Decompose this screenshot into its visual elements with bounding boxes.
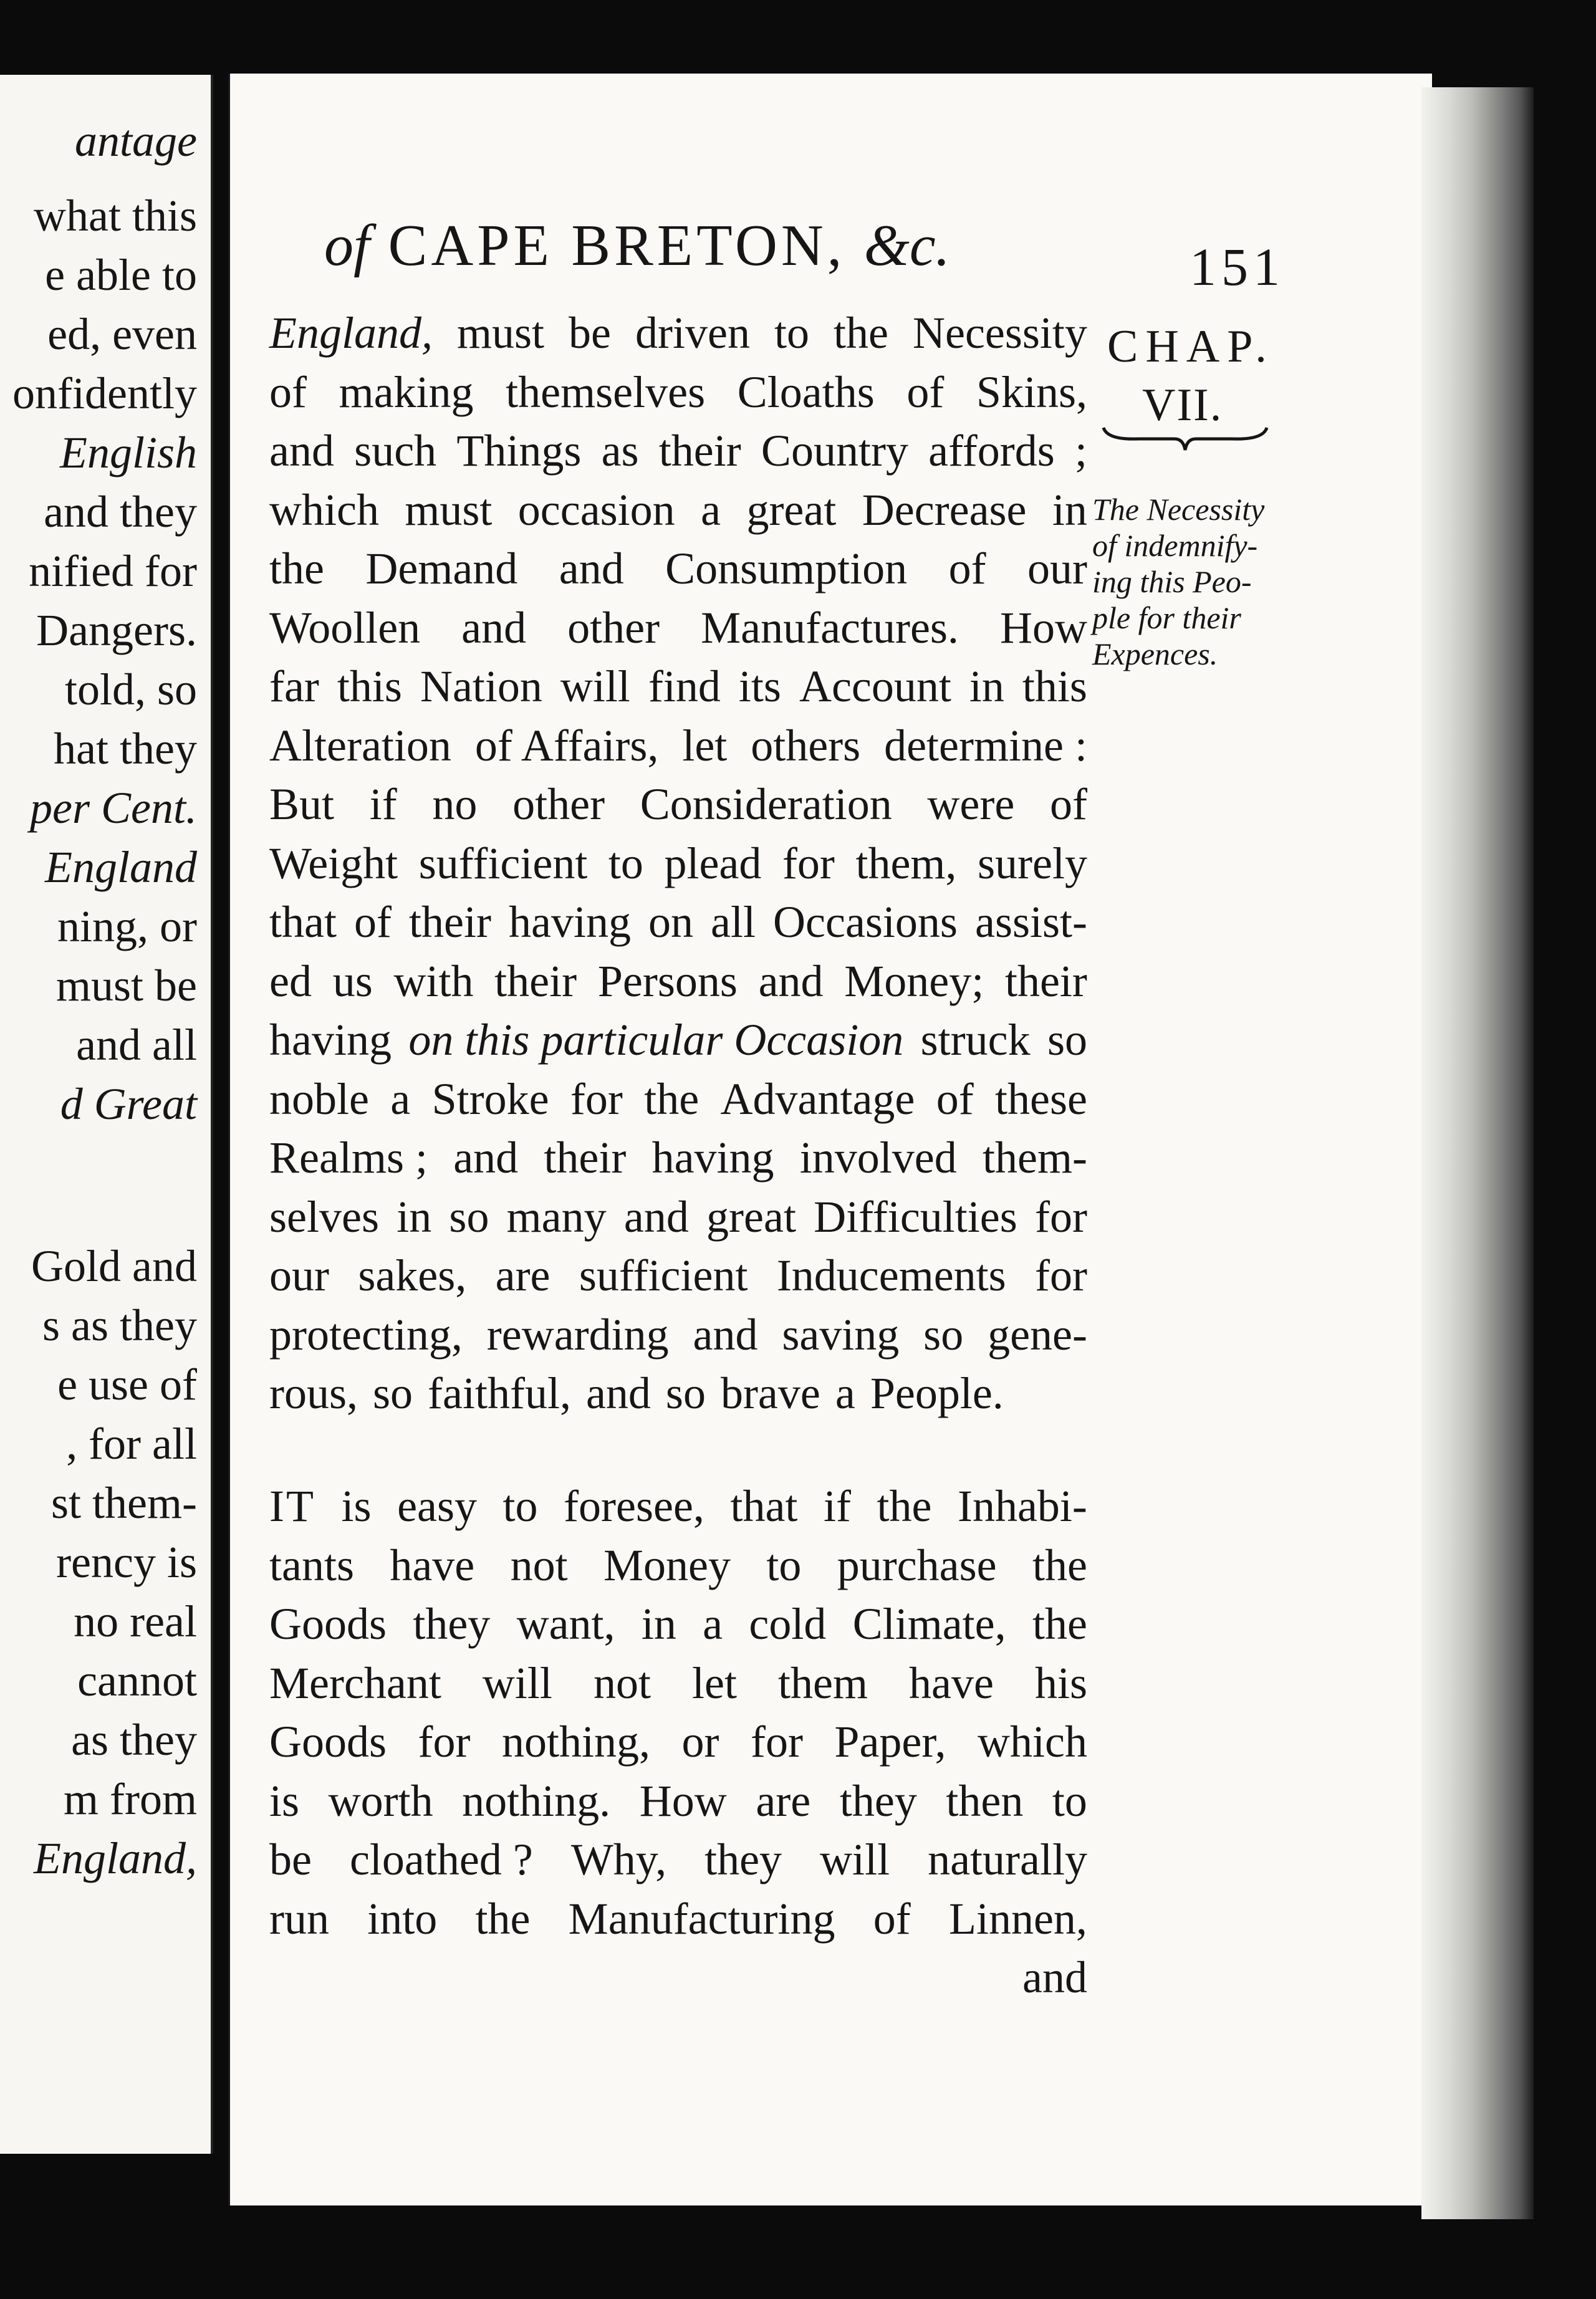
word: no — [432, 779, 478, 829]
word: naturally — [928, 1835, 1087, 1884]
left-page-line: told, so — [64, 665, 197, 714]
word: Advantage — [720, 1073, 915, 1124]
word: with — [393, 956, 474, 1006]
word: cold — [749, 1599, 827, 1649]
marginal-note-line: ing this Peo- — [1092, 564, 1252, 599]
word: nothing. — [462, 1775, 611, 1826]
word: and — [758, 956, 824, 1006]
word: But — [269, 779, 335, 829]
word: driven — [635, 308, 750, 358]
word: and — [585, 1368, 651, 1418]
text-line — [269, 1775, 1087, 1826]
word: having — [651, 1133, 774, 1183]
text-line — [269, 1481, 1087, 1531]
word: not — [593, 1658, 651, 1708]
text-line — [269, 779, 1087, 829]
word: on this particular Occasion — [408, 1015, 904, 1065]
word: must — [405, 484, 493, 535]
word: Paper, — [834, 1717, 946, 1767]
word: their — [494, 956, 577, 1006]
left-page-line: and they — [44, 487, 197, 537]
catchword — [269, 1952, 1087, 2002]
word: How — [999, 602, 1087, 653]
word: Cloaths — [737, 367, 875, 417]
left-page-line: as they — [71, 1715, 197, 1765]
word: having — [269, 1015, 392, 1065]
word: that — [269, 897, 337, 947]
text-line — [269, 1073, 1087, 1124]
word: as — [601, 426, 639, 476]
left-page-line: e use of — [57, 1360, 197, 1409]
word: the — [269, 544, 324, 593]
word: for — [1035, 1250, 1087, 1300]
word: to — [766, 1540, 802, 1590]
word: of — [354, 897, 392, 947]
word: Climate, — [852, 1599, 1006, 1649]
word: were — [927, 779, 1015, 829]
word: plead — [664, 838, 762, 888]
word: them- — [983, 1133, 1087, 1183]
word: if — [369, 779, 397, 829]
text-line — [269, 546, 1087, 591]
word: find — [648, 661, 721, 711]
word: run — [269, 1893, 329, 1944]
word: a — [835, 1368, 855, 1418]
word: have — [390, 1540, 475, 1590]
word: occasion — [517, 484, 675, 535]
word: tants — [269, 1540, 354, 1590]
text-line — [269, 1893, 1087, 1944]
text-line — [269, 1309, 1087, 1360]
word: the — [834, 308, 888, 358]
word: Woollen — [269, 602, 421, 653]
text-line — [269, 367, 1087, 417]
word: its — [738, 661, 781, 711]
word: of — [948, 544, 986, 593]
word: Why, — [570, 1835, 667, 1884]
word: others — [751, 720, 861, 770]
word: many — [506, 1191, 607, 1242]
word: Goods — [269, 1599, 387, 1649]
word: let — [682, 720, 728, 770]
left-page-line: per Cent. — [30, 783, 197, 833]
word: and — [461, 602, 527, 653]
text-line — [269, 426, 1087, 476]
word: for — [782, 838, 835, 888]
word: nothing, — [501, 1717, 650, 1767]
word: other — [567, 602, 660, 653]
running-head — [324, 212, 950, 279]
left-page-line: s as they — [42, 1300, 197, 1350]
word: How — [639, 1775, 727, 1826]
word: easy — [397, 1481, 477, 1531]
text-line — [269, 1599, 1087, 1649]
word: let — [692, 1658, 737, 1708]
word: Demand — [365, 544, 518, 593]
left-page-line: England — [45, 842, 197, 892]
word: his — [1034, 1658, 1087, 1708]
word: Money — [603, 1540, 731, 1590]
word: to — [1052, 1775, 1087, 1826]
word: themselves — [506, 367, 706, 417]
word: Money; — [844, 956, 984, 1006]
word: far — [269, 661, 319, 711]
word: on — [648, 897, 693, 947]
left-page-line: ed, even — [47, 309, 197, 359]
word: great — [706, 1191, 796, 1242]
left-page-line: st them- — [51, 1478, 197, 1528]
word: Skins, — [976, 367, 1087, 417]
word: the — [475, 1893, 531, 1944]
word: in — [397, 1191, 432, 1242]
text-line — [269, 308, 1087, 358]
word: or — [681, 1717, 719, 1767]
word: so — [1047, 1015, 1087, 1065]
running-head-suffix: &c. — [863, 213, 951, 278]
word: ed — [269, 956, 312, 1006]
word: their — [658, 426, 741, 476]
word: Merchant — [269, 1658, 441, 1708]
word: foresee, — [564, 1481, 704, 1531]
word: our — [1027, 544, 1087, 593]
word: brave — [720, 1368, 820, 1418]
text-line — [269, 1191, 1087, 1242]
word: of Affairs, — [474, 720, 659, 770]
page-edges — [1421, 87, 1534, 2219]
word: are — [756, 1775, 811, 1826]
word: cloathed ? — [349, 1835, 533, 1884]
word: sufficient — [579, 1250, 748, 1300]
word: Consumption — [665, 544, 908, 593]
word: assist- — [974, 897, 1087, 947]
left-page-line: cannot — [77, 1656, 197, 1706]
left-page-line: , for all — [66, 1419, 197, 1469]
word: Inducements — [776, 1250, 1006, 1300]
brace-ornament — [1101, 424, 1269, 454]
word: a — [390, 1073, 411, 1124]
word: surely — [978, 838, 1087, 888]
word: Inhabi- — [957, 1481, 1087, 1531]
word: Realms ; — [269, 1133, 428, 1183]
word: a — [701, 484, 721, 535]
text-line — [269, 484, 1087, 535]
word: must — [457, 308, 545, 358]
word: be — [269, 1835, 312, 1884]
chapter-label: CHAP. — [1107, 321, 1274, 372]
word: the — [1032, 1540, 1087, 1590]
word: purchase — [837, 1540, 997, 1590]
word: for — [750, 1717, 803, 1767]
word: Necessity — [913, 308, 1087, 358]
left-page — [0, 75, 213, 2154]
word: and — [453, 1133, 519, 1183]
left-page-line: must be — [56, 961, 197, 1010]
text-line — [269, 1368, 1087, 1418]
word: a — [703, 1599, 723, 1649]
marginal-note-line: The Necessity — [1092, 492, 1265, 527]
word: our — [269, 1250, 329, 1300]
word: such — [354, 426, 437, 476]
word: ; — [1074, 426, 1087, 476]
word: of — [1050, 779, 1087, 829]
word: so — [449, 1191, 489, 1242]
left-page-line: nified for — [29, 546, 197, 596]
word: Consideration — [640, 779, 892, 829]
word: these — [995, 1073, 1087, 1124]
word: Nation — [420, 661, 542, 711]
word: to — [502, 1481, 538, 1531]
word: this — [1022, 661, 1087, 711]
word: saving — [782, 1309, 900, 1360]
left-page-line: no real — [74, 1596, 197, 1646]
word: that — [730, 1481, 798, 1531]
word: are — [495, 1250, 550, 1300]
word: have — [909, 1658, 994, 1708]
left-page-line: e able to — [45, 250, 197, 300]
word: of — [936, 1073, 974, 1124]
word: Country — [761, 426, 908, 476]
word: having — [509, 897, 631, 947]
word: of — [906, 367, 945, 417]
word: sakes, — [358, 1250, 467, 1300]
word: their — [1004, 956, 1087, 1006]
marginal-note-line: ple for their — [1092, 600, 1241, 635]
word: so — [373, 1368, 413, 1418]
word: all — [711, 897, 756, 947]
word: for — [418, 1717, 471, 1767]
word: rewarding — [486, 1309, 669, 1360]
left-page-line: m from — [64, 1774, 197, 1824]
left-page-line: England, — [34, 1833, 197, 1883]
word: so — [665, 1368, 706, 1418]
word: Persons — [597, 956, 738, 1006]
text-line — [269, 838, 1087, 888]
word: if — [823, 1481, 851, 1531]
left-page-line: rency is — [56, 1537, 197, 1587]
word: faithful, — [428, 1368, 571, 1418]
word: this — [337, 661, 402, 711]
left-page-line: English — [59, 428, 197, 478]
word: affords — [928, 426, 1055, 476]
word: struck — [920, 1015, 1031, 1065]
text-line — [269, 1837, 1087, 1882]
catchword-text: and — [1022, 1952, 1087, 2002]
word: to — [774, 308, 809, 358]
word: and — [693, 1309, 758, 1360]
word: sufficient — [418, 838, 588, 888]
word: so — [923, 1309, 964, 1360]
word: People. — [870, 1368, 1004, 1418]
word: to — [608, 838, 643, 888]
text-line — [269, 1133, 1087, 1183]
word: not — [510, 1540, 568, 1590]
word: making — [339, 367, 474, 417]
word: Goods — [269, 1717, 387, 1767]
word: Decrease — [862, 484, 1027, 535]
word: Occasions — [773, 897, 958, 947]
word: rous, — [269, 1368, 358, 1418]
word: for — [570, 1073, 623, 1124]
word: will — [560, 661, 630, 711]
text-line — [269, 1717, 1087, 1767]
word: Manufactures. — [701, 602, 959, 653]
text-line — [269, 720, 1087, 770]
running-head-title: CAPE BRETON, — [388, 213, 846, 278]
word: in — [641, 1599, 676, 1649]
word: great — [746, 484, 837, 535]
word: Difficulties — [814, 1191, 1017, 1242]
page-number: 151 — [1190, 237, 1285, 297]
word: the — [1032, 1599, 1087, 1649]
word: is — [341, 1481, 372, 1531]
word: worth — [328, 1775, 433, 1826]
word: determine : — [884, 720, 1087, 770]
word: will — [820, 1835, 890, 1884]
word: them — [778, 1658, 868, 1708]
left-page-line: what this — [34, 191, 197, 241]
word: Things — [456, 426, 582, 476]
word: Weight — [269, 838, 398, 888]
word: IT — [269, 1481, 315, 1531]
word: them, — [855, 838, 957, 888]
word: Manufacturing — [568, 1893, 835, 1944]
word: Stroke — [431, 1073, 549, 1124]
word: then — [946, 1775, 1024, 1826]
word: into — [367, 1893, 438, 1944]
word: in — [1052, 484, 1087, 535]
left-page-line: Dangers. — [36, 605, 197, 655]
word: which — [977, 1717, 1087, 1767]
text-line — [269, 956, 1087, 1006]
chapter-number: VII. — [1142, 380, 1223, 431]
word: and — [623, 1191, 689, 1242]
word: selves — [269, 1191, 379, 1242]
word: and — [269, 426, 334, 476]
word: they — [839, 1775, 917, 1826]
word: of — [873, 1893, 911, 1944]
text-line — [269, 1540, 1087, 1590]
text-line — [269, 661, 1087, 711]
word: us — [332, 956, 373, 1006]
word: the — [644, 1073, 699, 1124]
text-line — [269, 1658, 1087, 1708]
left-page-line: Gold and — [31, 1241, 197, 1291]
text-line — [269, 897, 1087, 947]
word: they — [413, 1599, 491, 1649]
word: be — [569, 308, 612, 358]
word: and — [559, 544, 624, 593]
word: gene- — [988, 1309, 1087, 1360]
running-head-prefix: of — [324, 213, 370, 278]
word: they — [704, 1835, 782, 1884]
left-page-line: antage — [75, 116, 197, 166]
left-page-line: ning, or — [57, 901, 197, 951]
word: other — [512, 779, 605, 829]
word: which — [269, 484, 379, 535]
text-line — [269, 1015, 1087, 1065]
word: want, — [516, 1599, 615, 1649]
word: for — [1035, 1191, 1087, 1242]
left-page-line: onfidently — [12, 368, 197, 418]
word: Alteration — [269, 720, 451, 770]
word: of — [269, 367, 307, 417]
word: England, — [269, 308, 433, 358]
marginal-note-line: of indemnify- — [1092, 528, 1258, 563]
word: involved — [799, 1133, 957, 1183]
word: protecting, — [269, 1309, 463, 1360]
left-page-line: d Great — [60, 1079, 197, 1129]
word: is — [269, 1775, 300, 1826]
word: the — [877, 1481, 932, 1531]
text-line — [269, 602, 1087, 653]
word: Linnen, — [948, 1893, 1087, 1944]
left-page-line: and all — [76, 1020, 197, 1070]
word: will — [482, 1658, 552, 1708]
left-page-line: hat they — [54, 724, 197, 774]
word: in — [969, 661, 1004, 711]
marginal-note-line: Expences. — [1092, 636, 1218, 671]
word: their — [409, 897, 491, 947]
word: Account — [799, 661, 951, 711]
text-line — [269, 1250, 1087, 1300]
word: their — [544, 1133, 627, 1183]
word: noble — [269, 1073, 369, 1124]
